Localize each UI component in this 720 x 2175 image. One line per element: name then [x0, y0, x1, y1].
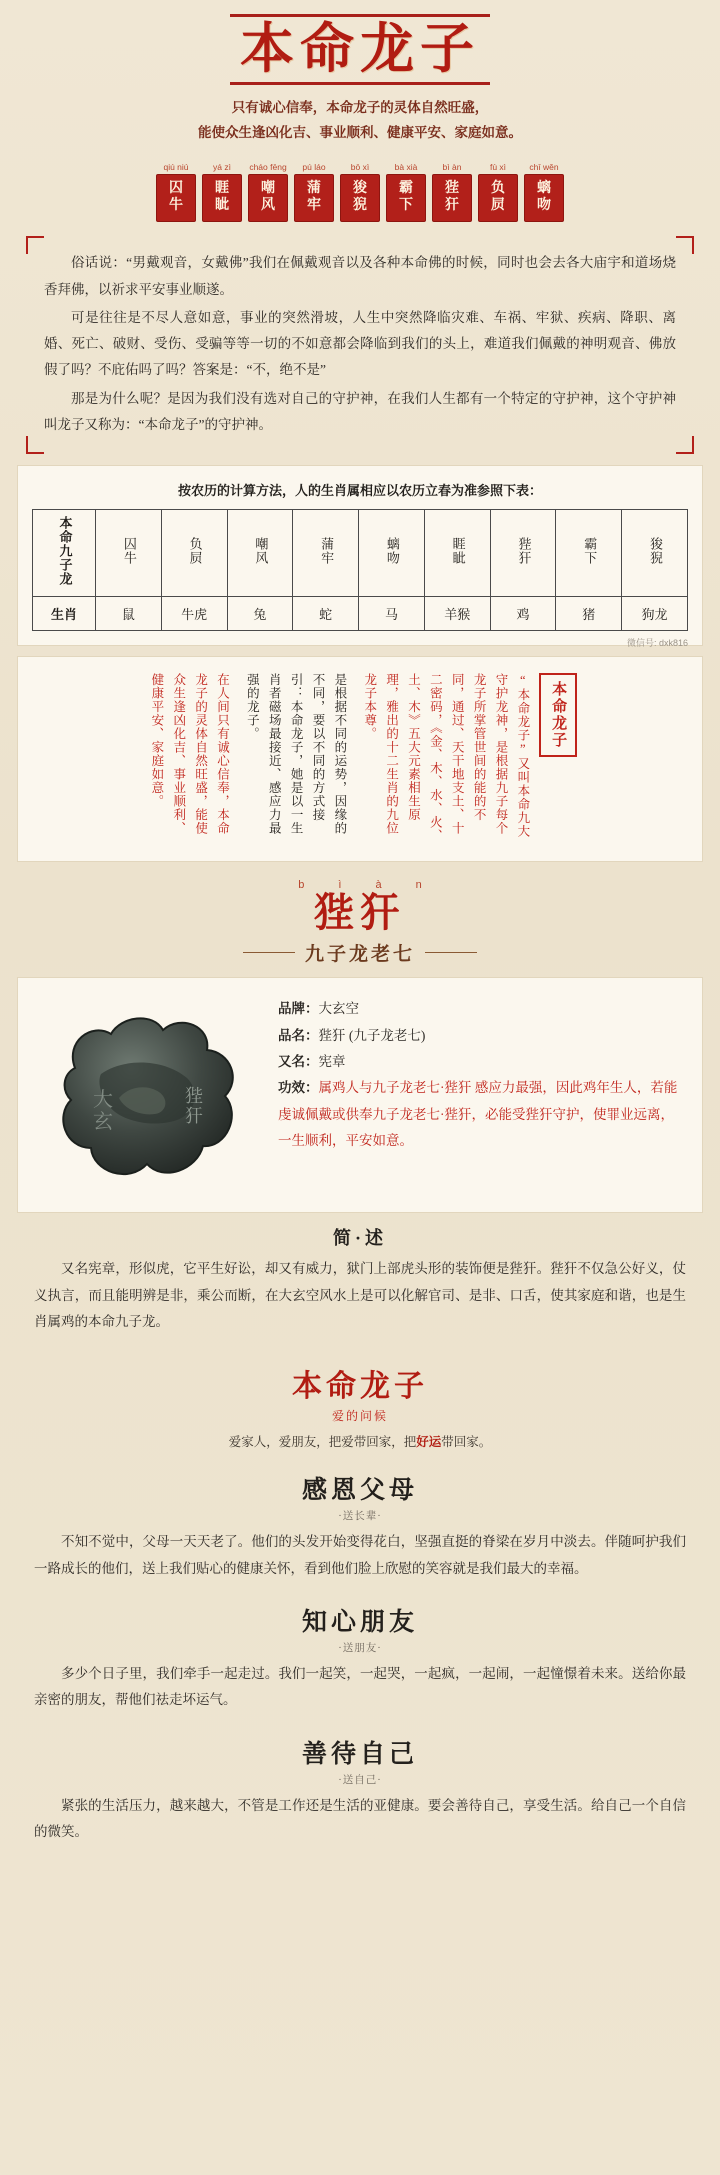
brand-subtitle: 爱的问候	[331, 1409, 388, 1424]
table-cell-dragon: 狴犴	[490, 510, 556, 597]
subtitle-line-1: 只有诚心信奉，本命龙子的灵体自然旺盛，	[231, 99, 489, 115]
plaque-tab	[386, 174, 426, 222]
title-char-4: 子	[420, 19, 480, 79]
section-heading: 知心朋友	[301, 1608, 418, 1636]
spec-merit-text: 属鸡人与九子龙老七·狴犴 感应力最强，因此鸡年生人，若能虔诚佩戴或供奉九子龙老七·狴犴，必能受狴犴守护，	[278, 1080, 678, 1122]
plaque-tab	[524, 174, 564, 222]
table-cell-dragon: 睚眦	[424, 510, 490, 597]
spec-brand-label: 品牌：	[278, 1001, 319, 1017]
table-cell-zodiac: 兔	[227, 597, 293, 631]
plaque-pinyin: pú láo	[302, 161, 326, 172]
plaque-char-2: 牛	[169, 197, 183, 213]
table-cell-dragon: 嘲风	[227, 510, 293, 597]
plaque-char-1: 狻	[353, 181, 367, 197]
table-cell-zodiac: 牛虎	[161, 597, 227, 631]
section-subheading: ·送自己·	[338, 1774, 382, 1786]
poster-subtitle	[0, 95, 720, 146]
plaque-fuxi[interactable]	[478, 162, 518, 222]
subtitle-line-2: 能使众生逢凶化吉、事业顺利、健康平安、家庭如意。	[198, 125, 522, 141]
table-cell-dragon: 囚牛	[96, 510, 162, 597]
product-specs	[278, 996, 686, 1192]
bian-subtitle: 九子龙老七	[304, 944, 415, 966]
plaque-tab	[156, 174, 196, 222]
plaque-pinyin: bà xià	[394, 161, 418, 172]
table-row	[33, 597, 688, 631]
spec-brand	[278, 996, 686, 1022]
plaque-char-1: 螭	[537, 181, 551, 197]
divider-rule	[425, 952, 477, 953]
divider-rule	[243, 952, 295, 953]
table-cell-zodiac: 蛇	[293, 597, 359, 631]
intro-paragraph-2: 可是往往是不尽人意如意，事业的突然滑坡，人生中突然降临灾难、车祸、牢狱、疾病、降职、离婚、死亡、破财、受伤、受骗等等一切的不如意都会降临到我们的头上，难道我们佩戴的神明观音、佛放假了吗？不庇佑吗了吗？答案是：“不，绝不是”	[44, 309, 676, 378]
table-cell-zodiac: 猪	[556, 597, 622, 631]
spec-alias-value: 宪章	[318, 1054, 346, 1069]
plaque-pinyin: qiú niú	[163, 161, 189, 172]
svg-text:玄: 玄	[93, 1111, 113, 1134]
brief-section	[0, 1224, 720, 1335]
table-cell-dragon: 负屃	[161, 510, 227, 597]
plaque-pinyin: chī wěn	[529, 161, 559, 172]
table-row-header-dragons: 本命九子龙	[33, 510, 96, 597]
spec-name	[278, 1023, 686, 1049]
section-friends	[0, 1602, 720, 1714]
plaque-chiwen[interactable]	[524, 162, 564, 222]
brand-tagline	[0, 1432, 720, 1450]
zodiac-table	[32, 509, 688, 631]
vertical-column-2: 是根据不同的运势，因缘的不同，要以不同的方式接引：本命龙子，她是以一生肖者磁场最接近、感应力最强的龙子。	[245, 673, 347, 836]
section-text: 多少个日子里，我们牵手一起走过。我们一起笑，一起哭，一起疯，一起闹，一起憧憬着未来。送给你最亲密的朋友，帮他们祛走坏运气。	[34, 1665, 686, 1708]
table-cell-dragon: 霸下	[556, 510, 622, 597]
table-cell-dragon: 蒲牢	[293, 510, 359, 597]
plaque-suanni[interactable]	[340, 162, 380, 222]
plaque-char-2: 风	[261, 197, 275, 213]
spec-name-value: 狴犴 (九子龙老七)	[318, 1027, 426, 1043]
plaque-char-1: 睚	[215, 181, 229, 197]
table-caption: 按农历的计算方法，人的生肖属相应以农历立春为准参照下表：	[177, 483, 542, 499]
brand-title: 本命龙子	[292, 1370, 428, 1404]
plaque-char-2: 眦	[215, 197, 229, 213]
intro-paragraph-3: 那是为什么呢？是因为我们没有选对自己的守护神，在我们人生都有一个特定的守护神，这个守护神叫龙子又称为：“本命龙子”的守护神。	[44, 390, 676, 433]
section-text: 不知不觉中，父母一天天老了。他们的头发开始变得花白，坚强直挺的脊梁在岁月中淡去。伴随呵护我们一路成长的他们，送上我们贴心的健康关怀，看到他们脸上欣慰的笑容就是我们最大的幸福。	[34, 1534, 686, 1576]
poster-title	[230, 14, 490, 85]
spec-alias	[278, 1049, 686, 1075]
plaque-pinyin: fù xì	[489, 161, 507, 172]
watermark-text: 微信号: dxk816	[626, 638, 688, 649]
bian-chars: 狴犴	[314, 890, 406, 936]
table-cell-zodiac: 鼠	[96, 597, 162, 631]
plaque-bian[interactable]	[432, 162, 472, 222]
seal-label: 本命龙子	[539, 673, 577, 757]
tagline-prefix: 爱家人，爱朋友，把爱带回家，把	[228, 1435, 417, 1450]
section-heading: 感恩父母	[301, 1477, 418, 1505]
table-cell-dragon: 狻猊	[622, 510, 688, 597]
masthead	[0, 0, 720, 152]
svg-text:狴: 狴	[185, 1086, 203, 1107]
section-parents	[0, 1470, 720, 1582]
intro-paragraph-1: 俗话说：“男戴观音，女戴佛”我们在佩戴观音以及各种本命佛的时候，同时也会去各大庙宇和道场烧香拜佛，以祈求平安事业顺遂。	[44, 255, 676, 297]
table-row	[33, 510, 688, 597]
table-cell-zodiac: 鸡	[490, 597, 556, 631]
spec-alias-label: 又名：	[278, 1054, 319, 1069]
plaque-tab	[340, 174, 380, 222]
plaque-tab	[294, 174, 334, 222]
spec-name-label: 品名：	[278, 1027, 319, 1043]
section-subheading: ·送长辈·	[338, 1511, 382, 1523]
intro-block	[26, 236, 694, 454]
pendant-illustration	[35, 1002, 263, 1192]
table-cell-zodiac: 羊猴	[424, 597, 490, 631]
plaque-pinyin: bì àn	[442, 161, 462, 172]
plaque-char-1: 囚	[169, 181, 183, 197]
svg-text:犴: 犴	[185, 1106, 203, 1127]
plaque-char-1: 狴	[445, 181, 459, 197]
bracket-corner-icon	[676, 236, 694, 254]
plaque-char-1: 嘲	[261, 181, 275, 197]
product-card	[18, 978, 702, 1212]
section-heading: 善待自己	[301, 1740, 418, 1768]
title-char-2: 命	[300, 19, 360, 79]
brief-text: 又名宪章，形似虎，它平生好讼，却又有威力，狱门上部虎头形的装饰便是狴犴。狴犴不仅急公好义，仗义执言，而且能明辨是非，乘公而断，在大玄空风水上是可以化解官司、是非、口舌，使其家庭和谐，也是生肖属鸡的本命九子龙。	[34, 1261, 686, 1329]
tagline-suffix: 带回家。	[441, 1435, 492, 1450]
zodiac-table-card	[18, 466, 702, 649]
table-cell-zodiac: 马	[359, 597, 425, 631]
section-subheading: ·送朋友·	[338, 1642, 382, 1654]
vertical-text-card	[18, 657, 702, 861]
plaque-char-1: 蒲	[307, 181, 321, 197]
plaque-chaofeng[interactable]	[248, 162, 288, 222]
table-cell-dragon: 螭吻	[359, 510, 425, 597]
plaque-char-2: 猊	[353, 197, 367, 213]
spec-merit-label: 功效：	[278, 1080, 319, 1096]
table-cell-zodiac: 狗龙	[622, 597, 688, 631]
tagline-highlight: 好运	[416, 1435, 442, 1450]
plaque-char-2: 犴	[445, 197, 459, 213]
plaque-tab	[202, 174, 242, 222]
plaque-pinyin: yá zì	[213, 161, 231, 172]
brief-heading: 简·述	[332, 1228, 387, 1249]
plaque-pinyin: bō xì	[350, 161, 370, 172]
vertical-columns	[28, 673, 692, 843]
plaque-qiuniu[interactable]	[156, 162, 196, 222]
bottom-spacer	[0, 1849, 720, 1871]
spec-merit-highlight: 使罪业远离，一生顺利，平安如意。	[278, 1106, 674, 1148]
plaque-pulao[interactable]	[294, 162, 334, 222]
spec-merit	[278, 1075, 686, 1154]
plaque-tab	[478, 174, 518, 222]
brand-block	[0, 1361, 720, 1450]
bian-pinyin: bìàn	[298, 879, 456, 892]
vertical-column-1: “本命龙子”又叫本命九大守护龙神，是根据九子每个龙子所掌管世间的能的不同，通过、天干地支土、十二密码，《金、木、水、火、土、木》五大元素相生原理，雅出的十二生肖的九位龙子本尊。	[362, 673, 530, 843]
plaque-yazi[interactable]	[202, 162, 242, 222]
dragon-name-plaques	[0, 162, 720, 222]
title-char-3: 龙	[360, 19, 420, 79]
spec-brand-value: 大玄空	[318, 1001, 359, 1017]
plaque-char-2: 牢	[307, 197, 321, 213]
bian-section-heading	[0, 879, 720, 966]
plaque-tab	[248, 174, 288, 222]
svg-text:大: 大	[93, 1089, 113, 1112]
plaque-char-2: 屃	[491, 197, 505, 213]
plaque-char-1: 负	[491, 181, 505, 197]
plaque-tab	[432, 174, 472, 222]
section-self	[0, 1734, 720, 1846]
plaque-char-2: 吻	[537, 197, 551, 213]
plaque-char-1: 霸	[399, 181, 413, 197]
vertical-column-3: 在人间只有诚心信奉，本命龙子的灵体自然旺盛，能使众生逢凶化吉、事业顺利、健康平安、家庭如意。	[149, 673, 230, 836]
pendant-image	[34, 996, 264, 1192]
section-text: 紧张的生活压力，越来越大，不管是工作还是生活的亚健康。要会善待自己，享受生活。给自己一个自信的微笑。	[34, 1797, 686, 1839]
title-char-1: 本	[240, 19, 300, 79]
bracket-corner-icon	[26, 436, 44, 454]
bian-subtitle-row	[0, 939, 720, 966]
plaque-char-2: 下	[399, 197, 413, 213]
plaque-pinyin: cháo fēng	[249, 161, 287, 172]
plaque-baxia[interactable]	[386, 162, 426, 222]
table-row-header-zodiac: 生肖	[33, 597, 96, 631]
